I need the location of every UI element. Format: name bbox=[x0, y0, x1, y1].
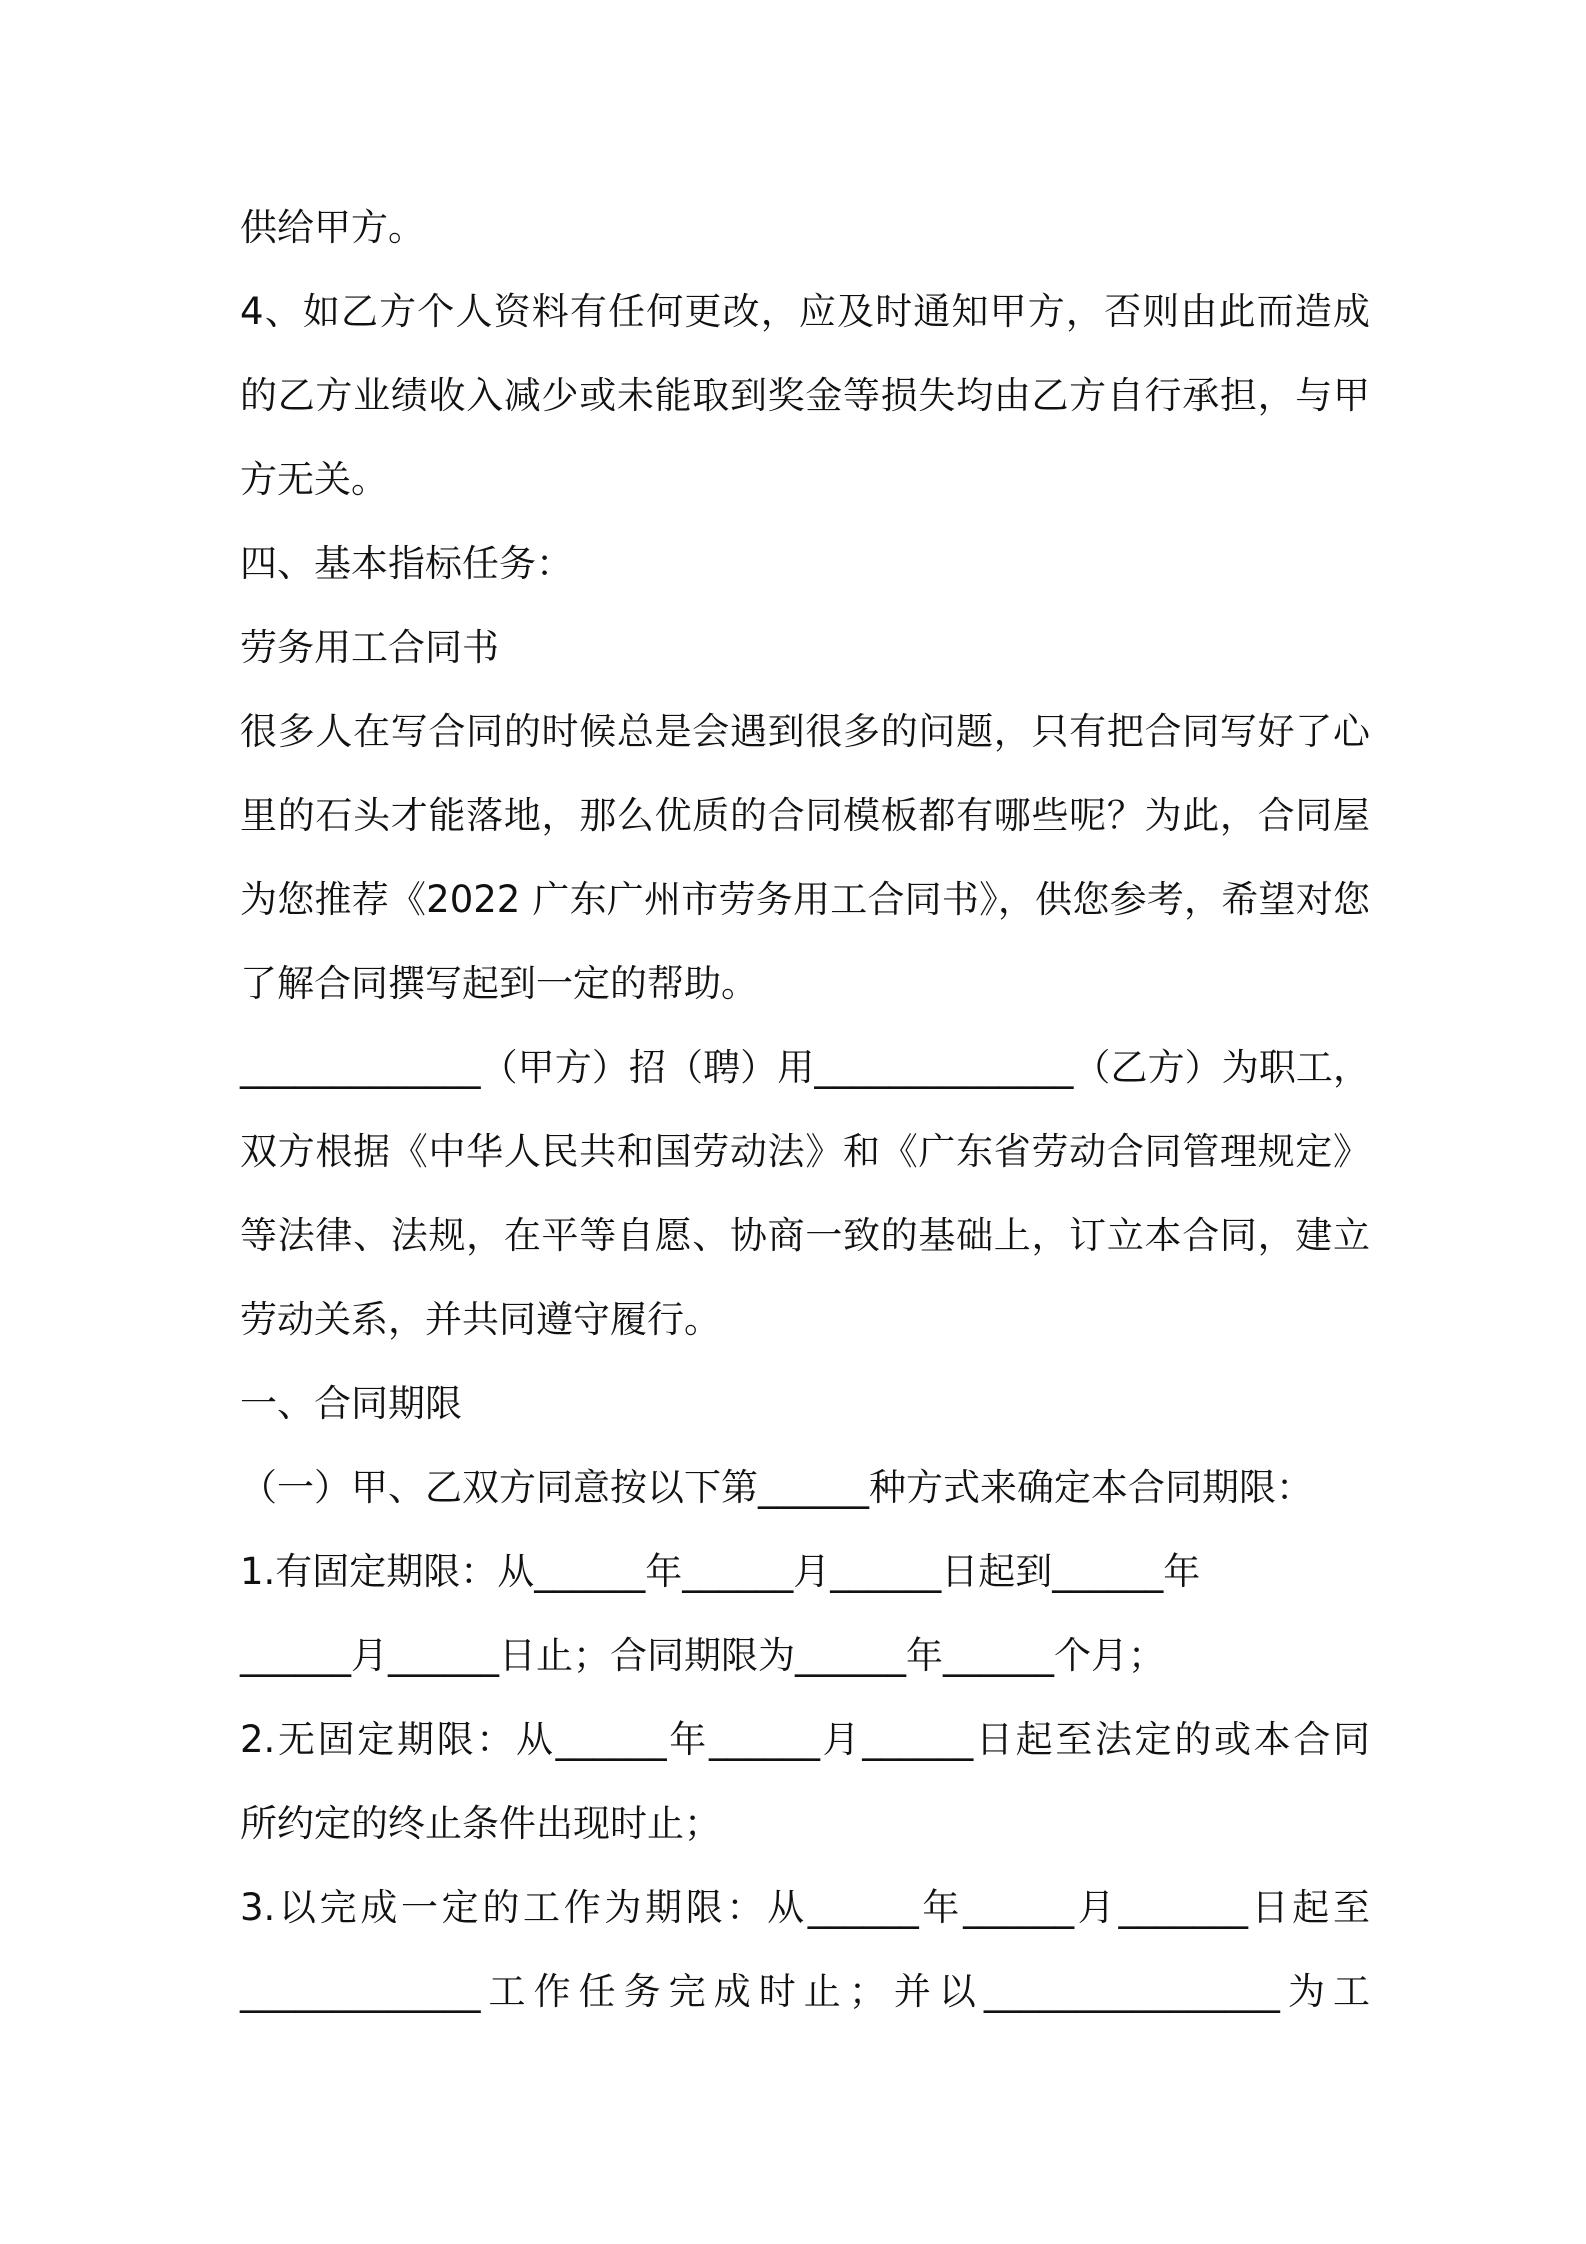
section-heading-4: 四、基本指标任务： bbox=[240, 542, 573, 585]
text-line-7: 很多人在写合同的时候总是会遇到很多的问题，只有把合同写好了心 bbox=[240, 710, 1370, 753]
text-line-8: 里的石头才能落地，那么优质的合同模板都有哪些呢？为此，合同屋 bbox=[240, 794, 1370, 837]
text-line-21: 3.以完成一定的工作为期限：从______年______月_______日起至 bbox=[240, 1886, 1370, 1929]
text-line-3: 的乙方业绩收入减少或未能取到奖金等损失均由乙方自行承担，与甲 bbox=[240, 374, 1370, 417]
text-line-11: _____________（甲方）招（聘）用______________（乙方）为职工， bbox=[240, 1046, 1370, 1089]
text-line-2: 4、如乙方个人资料有任何更改，应及时通知甲方，否则由此而造成 bbox=[240, 290, 1370, 333]
text-line-4: 方无关。 bbox=[240, 458, 388, 501]
text-line-18: ______月______日止；合同期限为______年______个月； bbox=[240, 1634, 1165, 1677]
text-line-13: 等法律、法规，在平等自愿、协商一致的基础上，订立本合同，建立 bbox=[240, 1214, 1370, 1257]
text-line-16: （一）甲、乙双方同意按以下第______种方式来确定本合同期限： bbox=[240, 1466, 1313, 1509]
text-line-9: 为您推荐《2022 广东广州市劳务用工合同书》，供您参考，希望对您 bbox=[240, 878, 1370, 921]
document-title: 劳务用工合同书 bbox=[240, 626, 499, 669]
text-line-17: 1.有固定期限：从______年______月______日起到______年 bbox=[240, 1550, 1201, 1593]
text-line-14: 劳动关系，并共同遵守履行。 bbox=[240, 1298, 721, 1341]
text-line-22: _____________工作任务完成时止；并以________________为工 bbox=[240, 1970, 1370, 2013]
text-line-1: 供给甲方。 bbox=[240, 206, 425, 249]
text-line-12: 双方根据《中华人民共和国劳动法》和《广东省劳动合同管理规定》 bbox=[240, 1130, 1370, 1173]
section-heading-1: 一、合同期限 bbox=[240, 1382, 462, 1425]
text-line-10: 了解合同撰写起到一定的帮助。 bbox=[240, 962, 758, 1005]
text-line-20: 所约定的终止条件出现时止； bbox=[240, 1802, 721, 1845]
text-line-19: 2.无固定期限：从______年______月______日起至法定的或本合同 bbox=[240, 1718, 1370, 1761]
